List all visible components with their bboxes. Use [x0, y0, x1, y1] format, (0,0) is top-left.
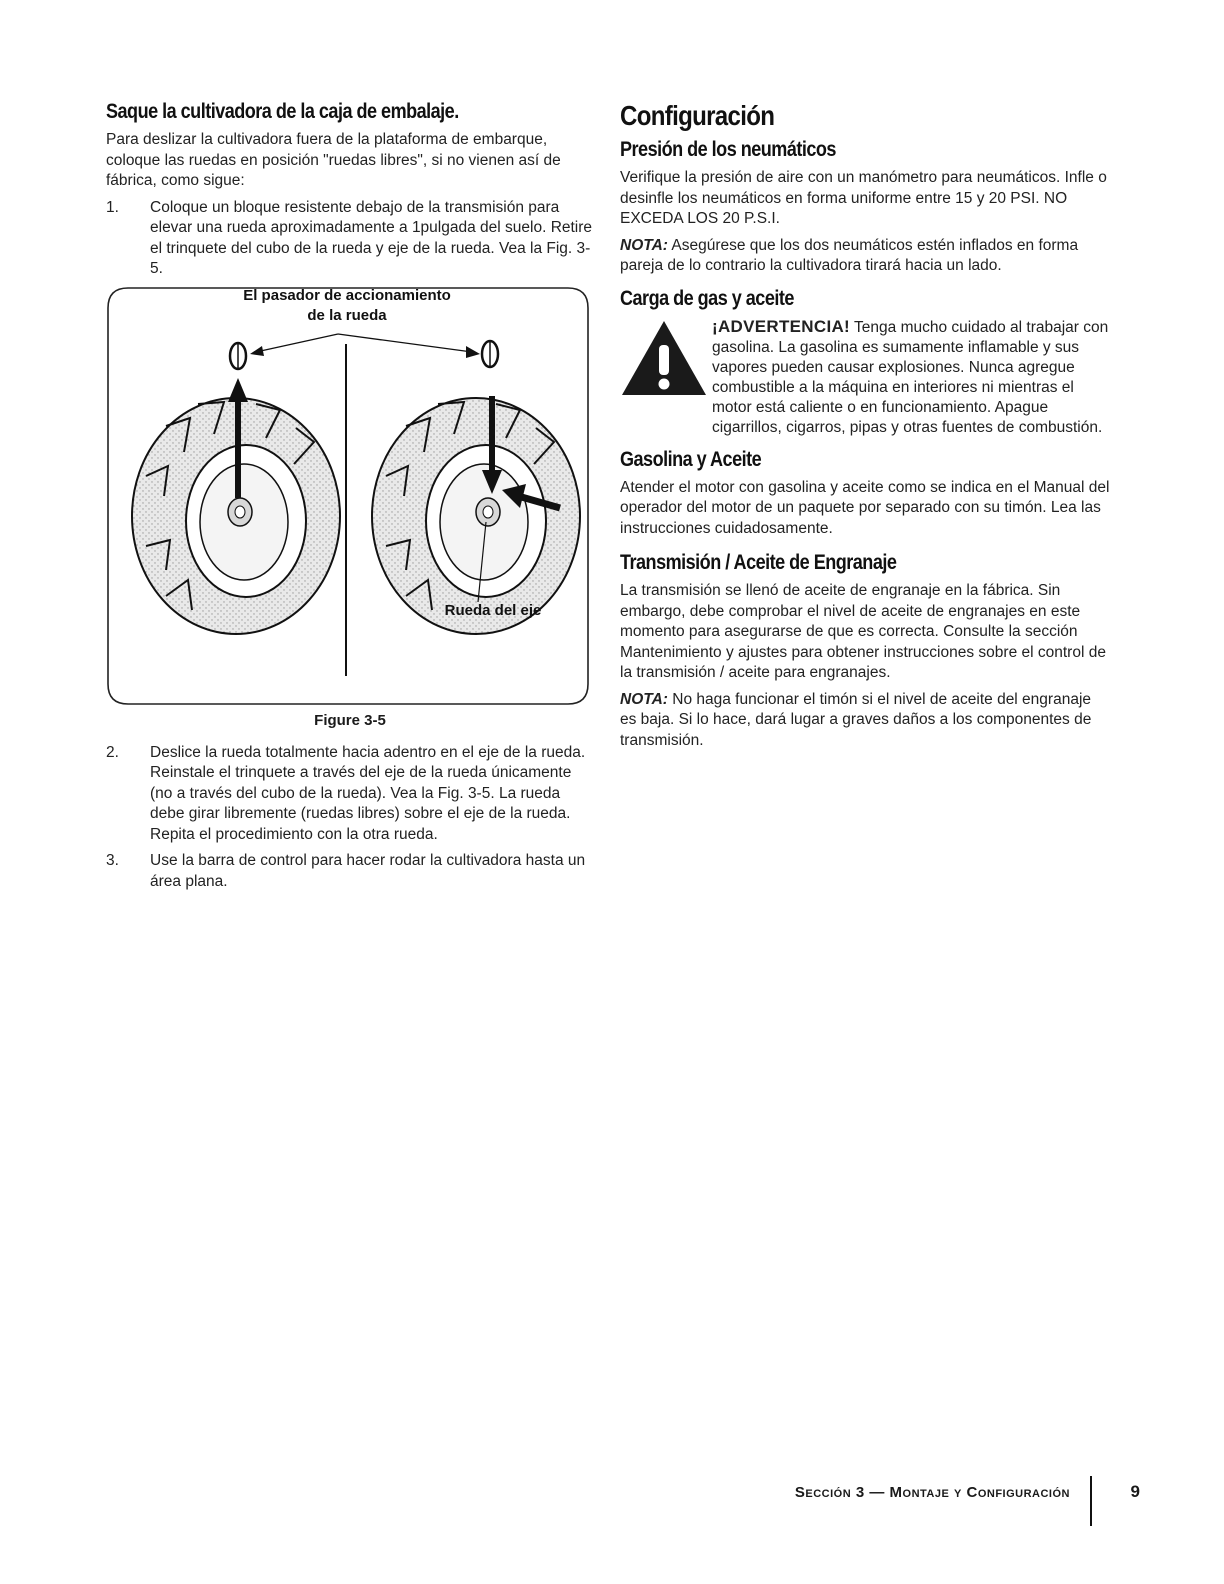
figure-caption: Figure 3-5 — [314, 711, 386, 729]
note-text: No haga funcionar el timón si el nivel de aceite del engranaje es baja. Si lo hace, dará lugar a graves daños a los componentes de transmisión. — [620, 690, 1092, 749]
note-label: NOTA: — [620, 236, 668, 254]
footer-divider — [1090, 1476, 1092, 1526]
transmission-note — [620, 690, 1110, 752]
warning-body: Tenga mucho cuidado al trabajar con gasolina. La gasolina es sumamente inflamable y sus vapores pueden causar explosiones. Nunca agregue combustible a la máquina en interiores ni mientras el motor está caliente o en funcionamiento. Apague cigarrillos, cigarros, pipas y otras fuentes de combustión. — [712, 318, 1109, 436]
figure-3-5 — [106, 286, 590, 706]
step-text: Use la barra de control para hacer rodar la cultivadora hasta un área plana. — [150, 852, 586, 890]
warning-triangle-icon — [620, 317, 712, 438]
gas-oil-text: Atender el motor con gasolina y aceite como se indica en el Manual del operador del motor de un paquete por separado con su timón. Lea las instrucciones cuidadosamente. — [620, 478, 1110, 537]
pin-pointer-left — [256, 334, 338, 352]
label-axle-wheel: Rueda del eje — [444, 601, 542, 619]
label-drive-pin-line-1: El pasador de accionamiento — [243, 286, 451, 304]
step-number: 3. — [106, 852, 119, 869]
unpack-heading: Saque la cultivadora de la caja de embalaje. — [106, 100, 459, 123]
step-text: Deslice la rueda totalmente hacia adentro en el eje de la rueda. Reinstale el trinquete a través del eje de la rueda únicamente (no a través del cubo de la rueda). Vea la Fig. 3-5. La rueda debe girar libremente (ruedas libres) sobre el eje de la rueda. Repita el procedimiento con la otra rueda. — [150, 743, 586, 843]
right-column — [620, 100, 1110, 757]
left-column — [106, 100, 594, 898]
tire-pressure-note — [620, 236, 1110, 277]
pin-pointer-right — [338, 334, 472, 352]
left-wheel-drawing — [132, 343, 340, 634]
tire-pressure-heading: Presión de los neumáticos — [620, 138, 836, 161]
label-drive-pin-line-2: de la rueda — [307, 306, 387, 324]
label-drive-pin — [202, 286, 492, 326]
configuration-title: Configuración — [620, 100, 775, 131]
note-text: Asegúrese que los dos neumáticos estén inflados en forma pareja de lo contrario la cultivadora tirará hacia un lado. — [620, 236, 1079, 274]
unpack-intro: Para deslizar la cultivadora fuera de la plataforma de embarque, coloque las ruedas en posición "ruedas libres", si no vienen así de fábrica, como sigue: — [106, 131, 561, 189]
right-wheel-drawing — [372, 341, 580, 634]
warning-title: ¡ADVERTENCIA! — [712, 316, 851, 336]
transmission-heading: Transmisión / Aceite de Engranaje — [620, 551, 897, 574]
gas-oil-heading: Gasolina y Aceite — [620, 447, 762, 471]
step-number: 1. — [106, 198, 119, 216]
transmission-text: La transmisión se llenó de aceite de engranaje en la fábrica. Sin embargo, debe comprobar el nivel de aceite de engranajes en este momento para asegurarse de que es correcta. Consulte la sección Mantenimiento y ajustes para obtener instrucciones sobre el control de la transmisión / aceite para engranajes. — [620, 582, 1106, 681]
warning-text — [712, 317, 1110, 438]
footer-section: Sección 3 — Montaje y Configuración — [794, 1484, 1070, 1501]
tire-pressure-text: Verifique la presión de aire con un manómetro para neumáticos. Infle o desinfle los neumáticos en forma uniforme entre 15 y 20 PSI. NO EXCEDA LOS 20 P.S.I. — [620, 169, 1107, 227]
step-1 — [106, 198, 594, 280]
step-3 — [106, 851, 594, 892]
warning-block — [620, 317, 1110, 438]
step-number: 2. — [106, 743, 119, 761]
step-text: Coloque un bloque resistente debajo de la transmisión para elevar una rueda aproximadamente a 1pulgada del suelo. Retire el trinquete del cubo de la rueda y eje de la rueda. Vea la Fig. 3-5. — [150, 198, 593, 277]
page-footer — [760, 1476, 1140, 1522]
note-label: NOTA: — [620, 690, 668, 708]
step-2 — [106, 743, 594, 846]
fuel-oil-heading: Carga de gas y aceite — [620, 286, 794, 310]
page-number: 9 — [1130, 1482, 1140, 1501]
wheel-figure-illustration — [106, 286, 590, 706]
